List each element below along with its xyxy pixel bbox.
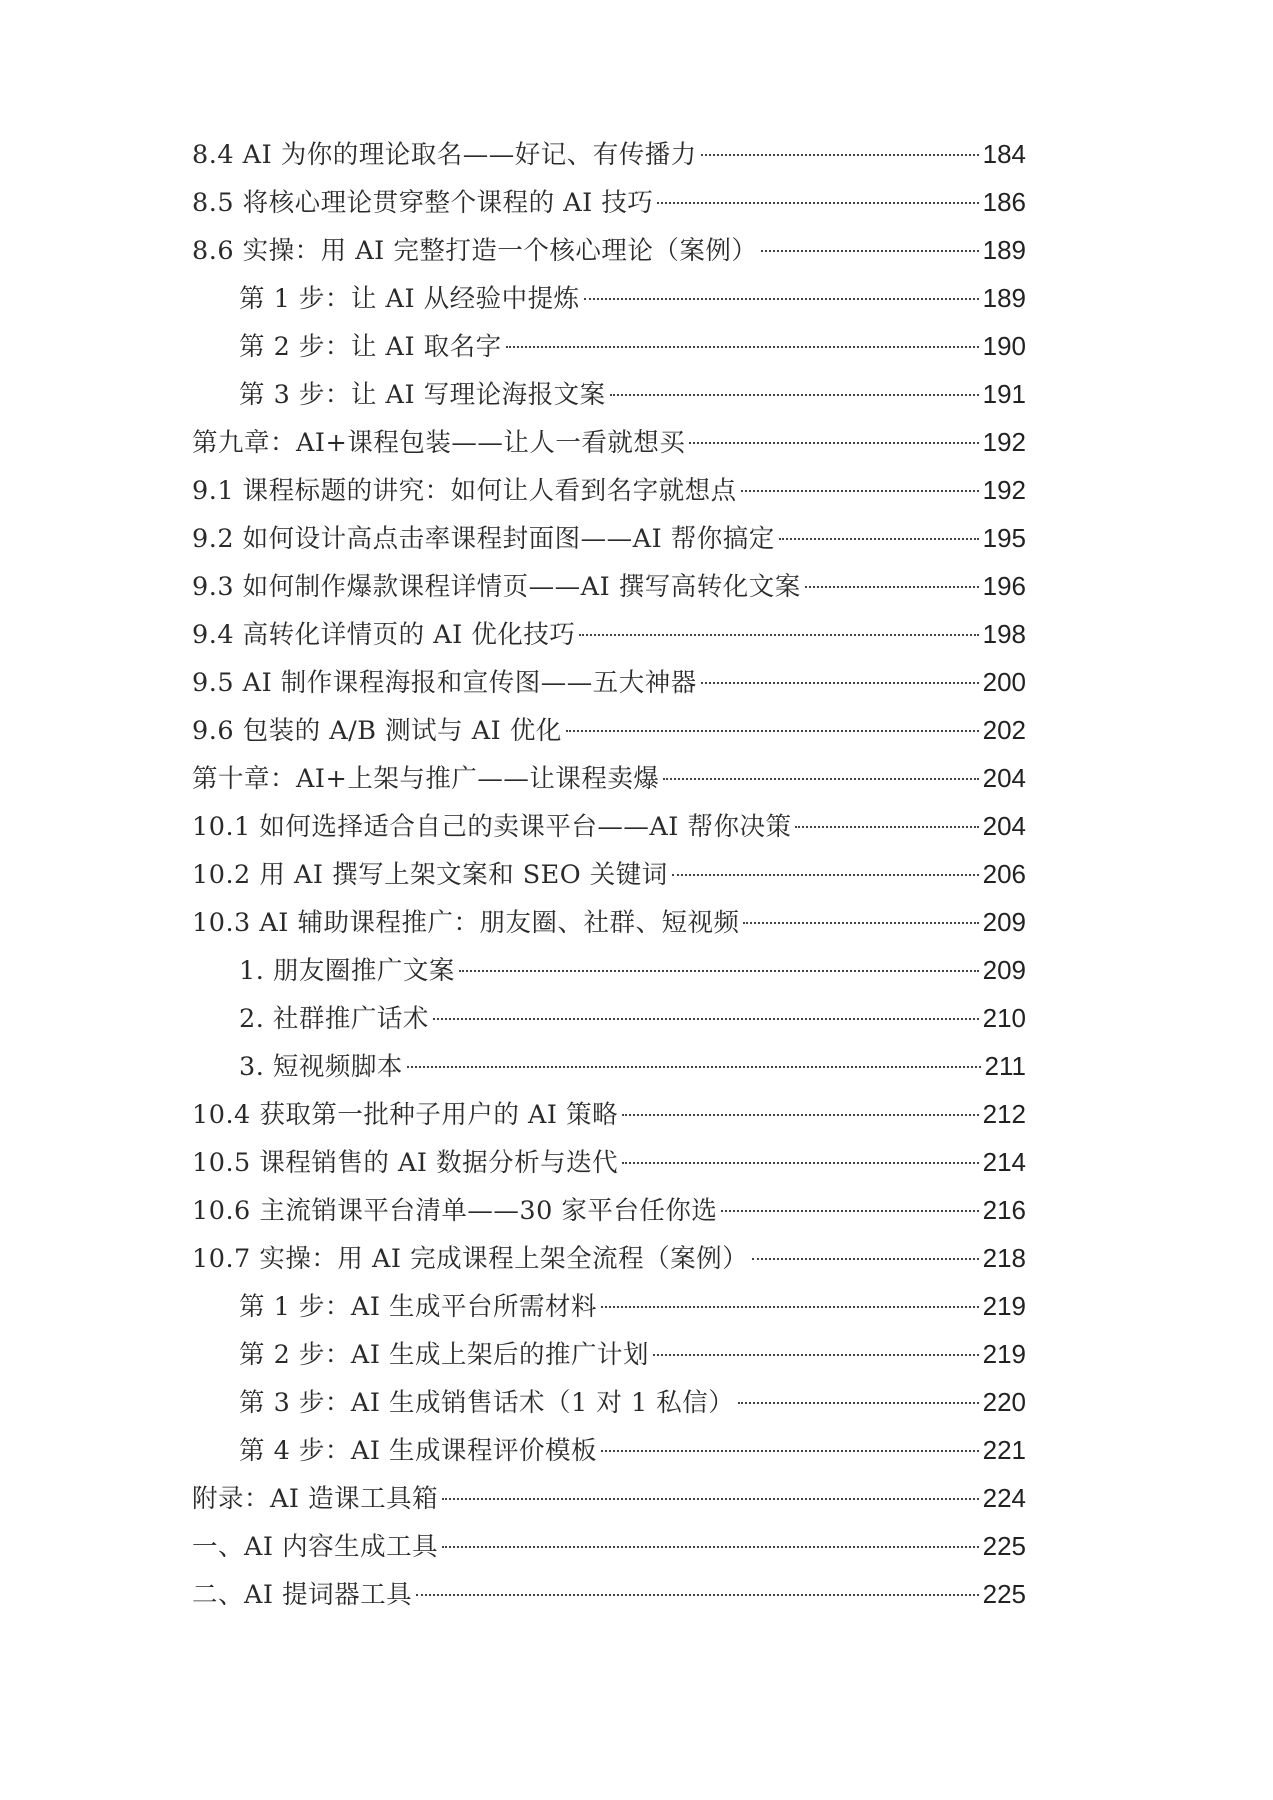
toc-entry-page-number: 195: [982, 523, 1026, 553]
toc-entry[interactable]: [239, 1334, 1026, 1374]
toc-entry-title: 第 4 步：AI 生成课程评价模板: [239, 1436, 598, 1466]
toc-entry-page-number: 209: [982, 907, 1026, 937]
toc-dot-leader: [601, 1450, 979, 1452]
toc-dot-leader: [407, 1066, 981, 1068]
toc-entry-page-number: 224: [982, 1483, 1026, 1513]
toc-dot-leader: [701, 682, 979, 684]
toc-entry-page-number: 210: [982, 1003, 1026, 1033]
toc-entry-title: 1. 朋友圈推广文案: [239, 956, 455, 986]
toc-entry[interactable]: [192, 1142, 1026, 1182]
toc-entry[interactable]: [192, 1574, 1026, 1614]
toc-dot-leader: [653, 1354, 979, 1356]
toc-entry[interactable]: [239, 998, 1026, 1038]
toc-dot-leader: [622, 1114, 979, 1116]
toc-entry-page-number: 221: [982, 1435, 1026, 1465]
toc-dot-leader: [610, 394, 979, 396]
toc-entry-title: 10.4 获取第一批种子用户的 AI 策略: [192, 1100, 619, 1130]
toc-entry[interactable]: [239, 1382, 1026, 1422]
toc-entry-title: 8.5 将核心理论贯穿整个课程的 AI 技巧: [192, 188, 654, 218]
toc-entry-page-number: 204: [982, 811, 1026, 841]
toc-entry-title: 第 3 步：让 AI 写理论海报文案: [239, 380, 606, 410]
toc-dot-leader: [779, 538, 979, 540]
toc-entry-page-number: 189: [982, 235, 1026, 265]
toc-entry-title: 10.6 主流销课平台清单——30 家平台任你选: [192, 1196, 718, 1226]
toc-entry-page-number: 196: [982, 571, 1026, 601]
toc-entry-title: 附录：AI 造课工具箱: [192, 1484, 439, 1514]
toc-entry-page-number: 225: [982, 1531, 1026, 1561]
toc-dot-leader: [743, 922, 978, 924]
toc-entry-title: 一、AI 内容生成工具: [192, 1532, 439, 1562]
toc-dot-leader: [672, 874, 979, 876]
toc-dot-leader: [601, 1306, 979, 1308]
toc-dot-leader: [721, 1210, 978, 1212]
toc-dot-leader: [584, 298, 979, 300]
toc-dot-leader: [566, 730, 979, 732]
toc-entry-title: 8.4 AI 为你的理论取名——好记、有传播力: [192, 140, 697, 170]
toc-entry-page-number: 206: [982, 859, 1026, 889]
toc-entry-page-number: 219: [982, 1339, 1026, 1369]
toc-entry-title: 10.5 课程销售的 AI 数据分析与迭代: [192, 1148, 619, 1178]
toc-entry-title: 2. 社群推广话术: [239, 1004, 429, 1034]
toc-entry-title: 9.5 AI 制作课程海报和宣传图——五大神器: [192, 668, 697, 698]
toc-entry-page-number: 192: [982, 475, 1026, 505]
toc-entry-page-number: 198: [982, 619, 1026, 649]
toc-entry-page-number: 211: [984, 1051, 1026, 1081]
toc-dot-leader: [795, 826, 978, 828]
toc-entry-page-number: 202: [982, 715, 1026, 745]
toc-entry-title: 10.2 用 AI 撰写上架文案和 SEO 关键词: [192, 860, 668, 890]
toc-entry[interactable]: [192, 1190, 1026, 1230]
toc-dot-leader: [442, 1498, 979, 1500]
toc-entry-title: 9.3 如何制作爆款课程详情页——AI 撰写高转化文案: [192, 572, 801, 602]
toc-entry[interactable]: [192, 566, 1026, 606]
toc-dot-leader: [701, 154, 979, 156]
toc-entry-page-number: 191: [982, 379, 1026, 409]
toc-entry[interactable]: [192, 422, 1026, 462]
toc-entry[interactable]: [192, 1478, 1026, 1518]
toc-dot-leader: [459, 970, 979, 972]
toc-dot-leader: [433, 1018, 979, 1020]
toc-dot-leader: [442, 1546, 979, 1548]
toc-entry-title: 8.6 实操：用 AI 完整打造一个核心理论（案例）: [192, 236, 758, 266]
toc-entry-title: 第 2 步：让 AI 取名字: [239, 332, 502, 362]
toc-entry[interactable]: [192, 1526, 1026, 1566]
toc-entry[interactable]: [239, 1286, 1026, 1326]
toc-entry[interactable]: [192, 902, 1026, 942]
toc-dot-leader: [506, 346, 979, 348]
toc-entry[interactable]: [239, 326, 1026, 366]
toc-entry[interactable]: [239, 1046, 1026, 1086]
toc-entry[interactable]: [239, 950, 1026, 990]
toc-entry[interactable]: [192, 614, 1026, 654]
toc-entry-title: 10.7 实操：用 AI 完成课程上架全流程（案例）: [192, 1244, 749, 1274]
toc-entry-page-number: 204: [982, 763, 1026, 793]
toc-entry[interactable]: [192, 470, 1026, 510]
toc-entry-title: 9.6 包装的 A/B 测试与 AI 优化: [192, 716, 562, 746]
toc-entry-title: 第 2 步：AI 生成上架后的推广计划: [239, 1340, 650, 1370]
toc-entry-page-number: 209: [982, 955, 1026, 985]
toc-entry[interactable]: [192, 1238, 1026, 1278]
toc-dot-leader: [741, 490, 979, 492]
toc-entry-title: 第 3 步：AI 生成销售话术（1 对 1 私信）: [239, 1388, 735, 1418]
toc-dot-leader: [579, 634, 978, 636]
toc-entry-page-number: 186: [982, 187, 1026, 217]
toc-entry-title: 第 1 步：让 AI 从经验中提炼: [239, 284, 580, 314]
toc-dot-leader: [657, 202, 978, 204]
toc-entry[interactable]: [192, 1094, 1026, 1134]
toc-entry[interactable]: [192, 662, 1026, 702]
toc-dot-leader: [761, 250, 978, 252]
toc-entry-page-number: 189: [982, 283, 1026, 313]
toc-entry[interactable]: [192, 230, 1026, 270]
toc-entry[interactable]: [192, 182, 1026, 222]
toc-dot-leader: [416, 1594, 979, 1596]
toc-entry[interactable]: [239, 278, 1026, 318]
toc-entry-title: 二、AI 提词器工具: [192, 1580, 413, 1610]
toc-entry-title: 9.1 课程标题的讲究：如何让人看到名字就想点: [192, 476, 737, 506]
toc-entry-title: 第十章：AI+上架与推广——让课程卖爆: [192, 764, 660, 794]
toc-entry-title: 9.4 高转化详情页的 AI 优化技巧: [192, 620, 576, 650]
toc-entry-title: 10.1 如何选择适合自己的卖课平台——AI 帮你决策: [192, 812, 792, 842]
toc-dot-leader: [752, 1258, 979, 1260]
toc-entry-title: 第九章：AI+课程包装——让人一看就想买: [192, 428, 686, 458]
toc-entry-title: 3. 短视频脚本: [239, 1052, 403, 1082]
toc-dot-leader: [663, 778, 978, 780]
toc-entry[interactable]: [192, 806, 1026, 846]
toc-entry-title: 9.2 如何设计高点击率课程封面图——AI 帮你搞定: [192, 524, 775, 554]
toc-entry[interactable]: [192, 134, 1026, 174]
toc-entry-page-number: 225: [982, 1579, 1026, 1609]
toc-entry-page-number: 219: [982, 1291, 1026, 1321]
toc-entry-page-number: 192: [982, 427, 1026, 457]
toc-dot-leader: [805, 586, 979, 588]
toc-entry[interactable]: [192, 854, 1026, 894]
toc-entry[interactable]: [239, 1430, 1026, 1470]
toc-entry-page-number: 190: [982, 331, 1026, 361]
toc-entry[interactable]: [239, 374, 1026, 414]
toc-dot-leader: [689, 442, 978, 444]
toc-entry-page-number: 220: [982, 1387, 1026, 1417]
toc-entry-page-number: 218: [982, 1243, 1026, 1273]
toc-entry-title: 10.3 AI 辅助课程推广：朋友圈、社群、短视频: [192, 908, 740, 938]
toc-entry-page-number: 214: [982, 1147, 1026, 1177]
toc-entry-title: 第 1 步：AI 生成平台所需材料: [239, 1292, 598, 1322]
toc-entry-page-number: 184: [982, 139, 1026, 169]
toc-dot-leader: [738, 1402, 978, 1404]
toc-entry[interactable]: [192, 518, 1026, 558]
toc-dot-leader: [622, 1162, 979, 1164]
toc-entry-page-number: 216: [982, 1195, 1026, 1225]
toc-entry[interactable]: [192, 758, 1026, 798]
toc-entry-page-number: 212: [982, 1099, 1026, 1129]
toc-entry-page-number: 200: [982, 667, 1026, 697]
toc-entry[interactable]: [192, 710, 1026, 750]
